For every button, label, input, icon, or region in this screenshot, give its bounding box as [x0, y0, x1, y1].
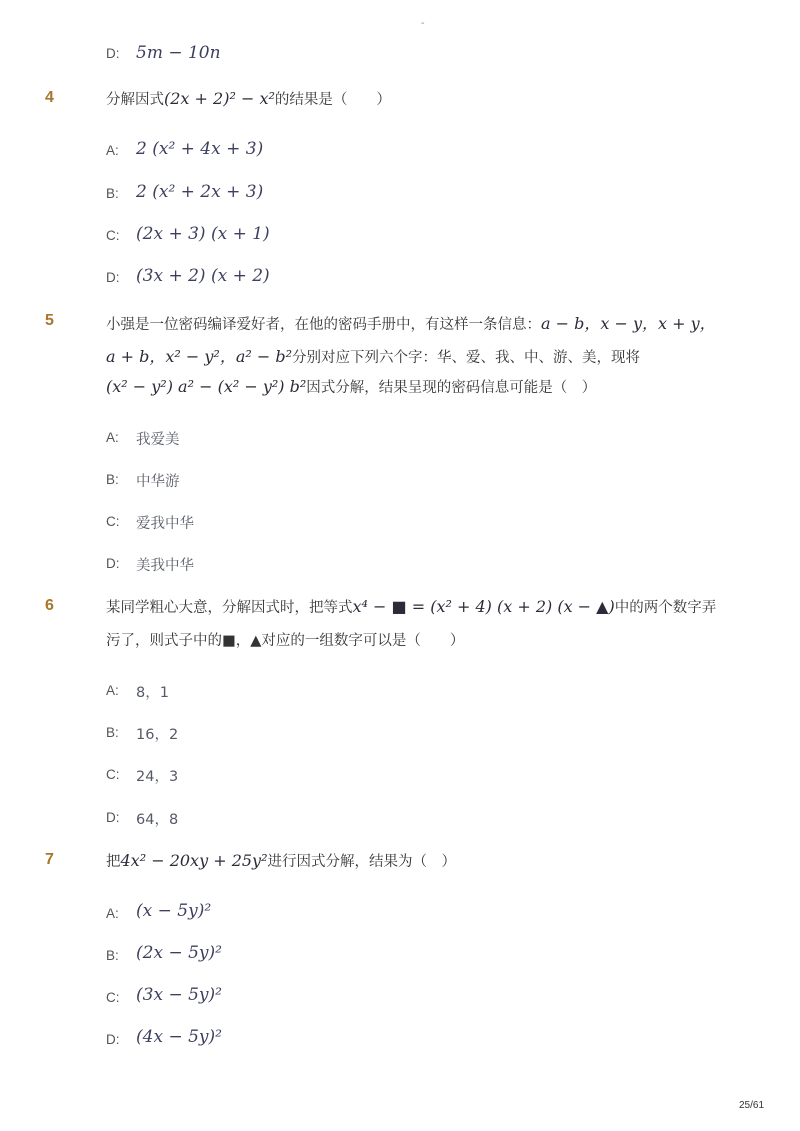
- q7-stem-math: 4x² − 20xy + 25y²: [120, 851, 268, 870]
- question-number-6: 6: [45, 597, 54, 614]
- q5-line2-math: a + b，x² − y²，a² − b²: [106, 347, 293, 366]
- q5-option-a-text[interactable]: 我爱美: [136, 432, 180, 448]
- q5-line1-math: a − b，x − y，x + y，: [541, 314, 716, 333]
- q3-option-d-letter: D:: [106, 46, 120, 61]
- q6-line1-pre: 某同学粗心大意，分解因式时，把等式: [106, 600, 353, 616]
- q4-option-d-letter: D:: [106, 270, 120, 285]
- q7-option-c-letter: C:: [106, 990, 120, 1005]
- q6-stem-line1: [106, 596, 716, 617]
- q7-option-a-text[interactable]: (x − 5y)²: [136, 901, 212, 921]
- q6-option-c-letter: C:: [106, 767, 120, 782]
- q6-option-a-letter: A:: [106, 683, 119, 698]
- q5-option-c-letter: C:: [106, 514, 120, 529]
- q6-option-a-text[interactable]: 8，1: [136, 685, 169, 701]
- q6-line1-post: 中的两个数字弄: [614, 600, 717, 616]
- q5-option-d-letter: D:: [106, 556, 120, 571]
- q4-option-d-text[interactable]: (3x + 2) (x + 2): [136, 266, 270, 286]
- q6-option-c-text[interactable]: 24，3: [136, 769, 179, 785]
- q7-stem: [106, 850, 456, 871]
- q4-stem: [106, 88, 391, 109]
- page-number: 25/61: [739, 1100, 765, 1111]
- q5-option-c-text[interactable]: 爱我中华: [136, 516, 194, 532]
- q5-option-a-letter: A:: [106, 430, 119, 445]
- q4-option-b-letter: B:: [106, 186, 119, 201]
- q6-stem-line2: 污了，则式子中的■，▲对应的一组数字可以是（ ）: [106, 633, 465, 649]
- q7-option-d-letter: D:: [106, 1032, 120, 1047]
- q4-option-b-text[interactable]: 2 (x² + 2x + 3): [136, 182, 264, 202]
- q7-option-b-text[interactable]: (2x − 5y)²: [136, 943, 222, 963]
- q5-stem-line1: [106, 311, 716, 334]
- q5-option-b-letter: B:: [106, 472, 119, 487]
- q7-option-a-letter: A:: [106, 906, 119, 921]
- q5-line2-post: 分别对应下列六个字：华、爱、我、中、游、美，现将: [292, 350, 641, 366]
- q5-line3-post: 因式分解，结果呈现的密码信息可能是（ ）: [306, 380, 597, 396]
- q4-option-c-letter: C:: [106, 228, 120, 243]
- question-number-5: 5: [45, 312, 54, 329]
- q5-stem-line3: [106, 376, 596, 397]
- q6-line1-math: x⁴ − ■ = (x² + 4) (x + 2) (x − ▲): [352, 597, 615, 616]
- header-mark: -: [421, 18, 425, 29]
- q4-stem-math: (2x + 2)² − x²: [164, 89, 275, 108]
- question-number-4: 4: [45, 89, 54, 106]
- q5-stem-line2: [106, 344, 640, 367]
- q4-option-a-text[interactable]: 2 (x² + 4x + 3): [136, 139, 264, 159]
- q4-option-c-text[interactable]: (2x + 3) (x + 1): [136, 224, 270, 244]
- q3-option-d-text: 5m − 10n: [136, 43, 221, 63]
- q4-stem-post: 的结果是（ ）: [274, 92, 391, 108]
- q7-option-b-letter: B:: [106, 948, 119, 963]
- q7-stem-post: 进行因式分解，结果为（ ）: [267, 854, 457, 870]
- q4-option-a-letter: A:: [106, 143, 119, 158]
- question-number-7: 7: [45, 851, 54, 868]
- q5-line3-math: (x² − y²) a² − (x² − y²) b²: [106, 377, 307, 396]
- q7-stem-pre: 把: [106, 854, 121, 870]
- q7-option-d-text[interactable]: (4x − 5y)²: [136, 1027, 222, 1047]
- q4-stem-pre: 分解因式: [106, 92, 164, 108]
- q6-option-d-letter: D:: [106, 810, 120, 825]
- q5-option-b-text[interactable]: 中华游: [136, 474, 180, 490]
- q6-option-d-text[interactable]: 64，8: [136, 812, 179, 828]
- q5-line1-pre: 小强是一位密码编译爱好者，在他的密码手册中，有这样一条信息：: [106, 317, 541, 333]
- q6-option-b-text[interactable]: 16，2: [136, 727, 179, 743]
- q6-option-b-letter: B:: [106, 725, 119, 740]
- q5-option-d-text[interactable]: 美我中华: [136, 558, 194, 574]
- q7-option-c-text[interactable]: (3x − 5y)²: [136, 985, 222, 1005]
